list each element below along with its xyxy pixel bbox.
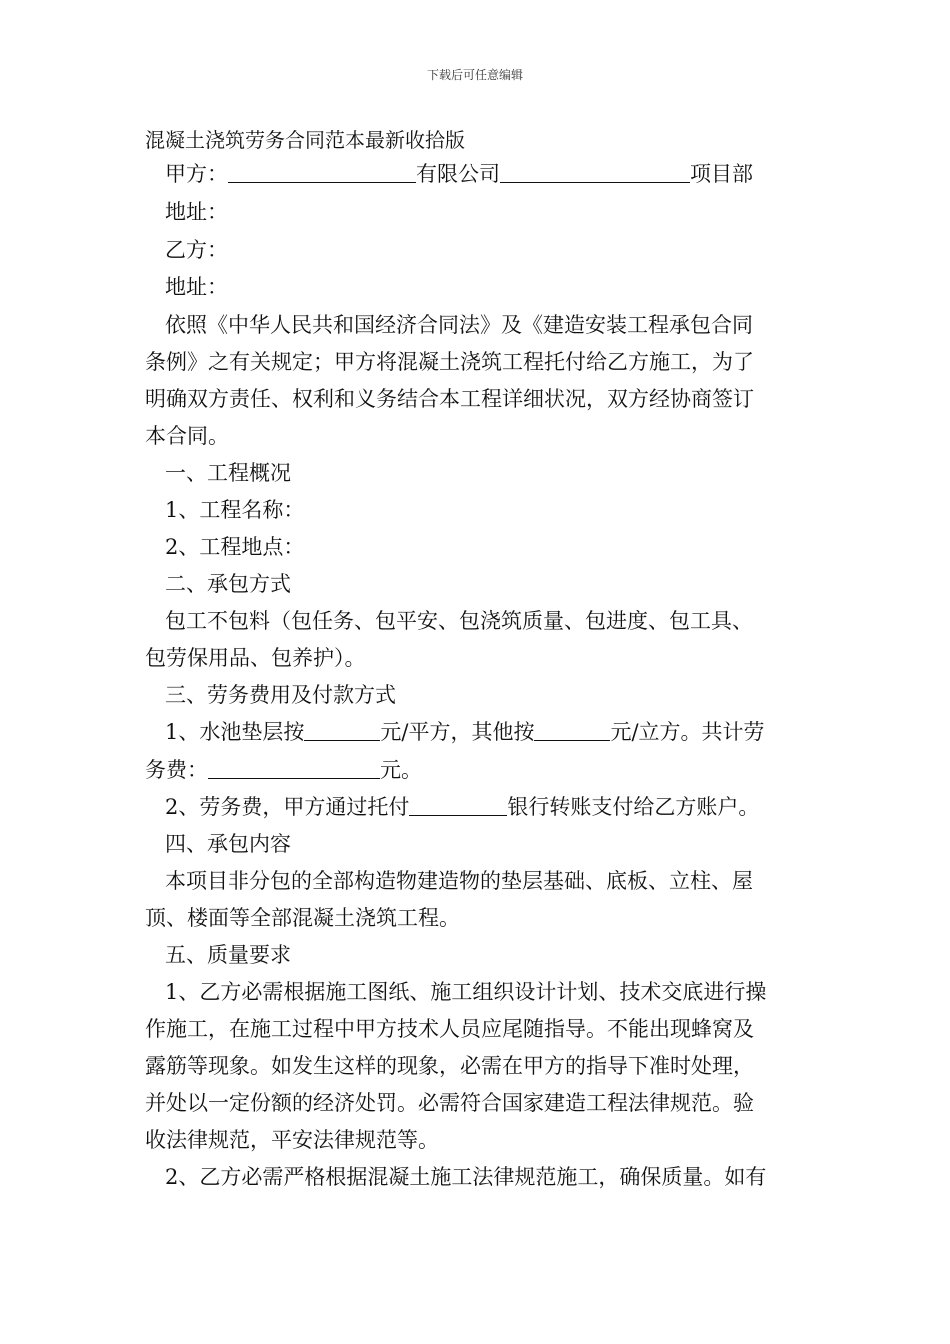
intro-line: 本合同。 [145, 424, 229, 448]
party-a-dept: 项目部 [690, 162, 753, 186]
fee-text: 元/平方，其他按 [380, 720, 535, 744]
blank-line [500, 162, 690, 183]
address-a: 地址： [165, 200, 228, 224]
blank-line [304, 720, 380, 741]
fee-text: 2、劳务费，甲方通过托付 [165, 795, 410, 819]
fee-item-2 [165, 791, 759, 821]
quality-line: 作施工，在施工过程中甲方技术人员应尾随指导。不能出现蜂窝及 [145, 1017, 754, 1041]
page-header: 下载后可任意编辑 [426, 68, 523, 82]
intro-line: 依照《中华人民共和国经济合同法》及《建造安装工程承包合同 [165, 313, 753, 337]
quality-line: 收法律规范，平安法律规范等。 [145, 1128, 439, 1152]
blank-line [409, 795, 507, 816]
fee-text: 务费： [145, 758, 208, 782]
quality-line: 露筋等现象。如发生这样的现象，必需在甲方的指导下准时处理， [145, 1054, 754, 1078]
scope-line: 顶、楼面等全部混凝土浇筑工程。 [145, 906, 460, 930]
intro-line: 明确双方责任、权利和义务结合本工程详细状况，双方经协商签订 [145, 387, 754, 411]
section-heading: 二、承包方式 [165, 572, 291, 596]
fee-item-1 [165, 716, 765, 746]
party-a-label: 甲方： [165, 162, 228, 186]
party-b: 乙方： [165, 238, 228, 262]
section-heading: 五、质量要求 [165, 943, 291, 967]
address-b: 地址： [165, 275, 228, 299]
section-heading: 四、承包内容 [165, 832, 291, 856]
contract-mode-line: 包劳保用品、包养护）。 [145, 646, 366, 670]
document-title: 混凝土浇筑劳务合同范本最新收拾版 [145, 128, 465, 152]
quality-line: 1、乙方必需根据施工图纸、施工组织设计计划、技术交底进行操 [165, 980, 767, 1004]
section-heading: 一、工程概况 [165, 461, 291, 485]
project-location: 2、工程地点： [165, 535, 305, 559]
contract-mode-line: 包工不包料（包任务、包平安、包浇筑质量、包进度、包工具、 [165, 609, 753, 633]
fee-text: 1、水池垫层按 [165, 720, 305, 744]
quality-line: 2、乙方必需严格根据混凝土施工法律规范施工，确保质量。如有 [165, 1165, 767, 1189]
fee-text: 元/立方。共计劳 [610, 720, 765, 744]
scope-line: 本项目非分包的全部构造物建造物的垫层基础、底板、立柱、屋 [165, 869, 753, 893]
fee-text: 元。 [380, 758, 422, 782]
fee-item-1-cont [145, 754, 422, 784]
blank-line [228, 162, 416, 183]
blank-line [208, 758, 380, 779]
section-heading: 三、劳务费用及付款方式 [165, 683, 396, 707]
party-a-line [165, 158, 753, 188]
party-a-company: 有限公司 [416, 162, 500, 186]
intro-line: 条例》之有关规定；甲方将混凝土浇筑工程托付给乙方施工，为了 [145, 350, 754, 374]
blank-line [534, 720, 610, 741]
project-name: 1、工程名称： [165, 498, 305, 522]
fee-text: 银行转账支付给乙方账户。 [507, 795, 760, 819]
quality-line: 并处以一定份额的经济处罚。必需符合国家建造工程法律规范。验 [145, 1091, 754, 1115]
